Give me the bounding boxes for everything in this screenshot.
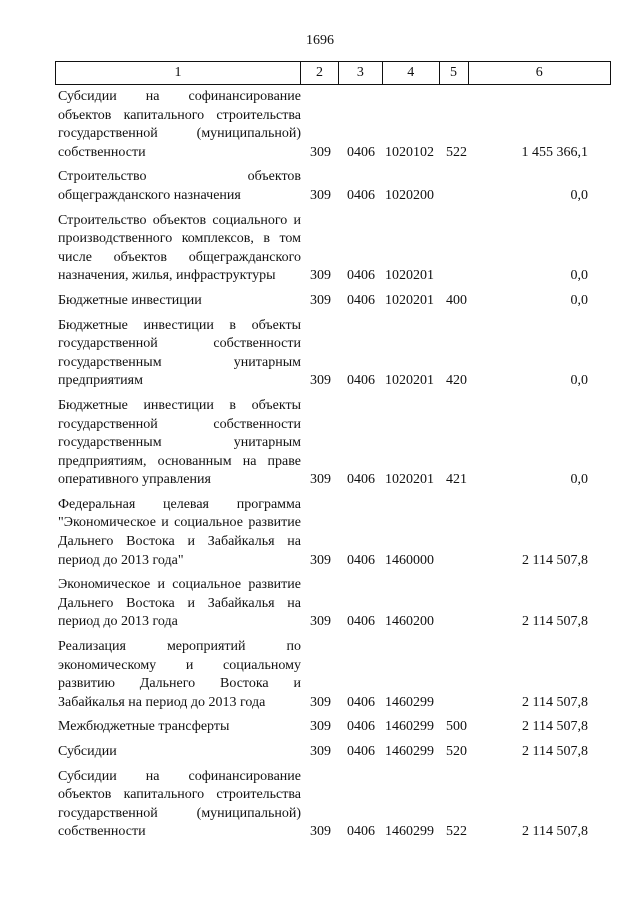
row-col-6: 1 455 366,1: [521, 144, 588, 160]
row-col-2: 309: [310, 268, 331, 284]
row-description: Реализация мероприятий по экономическому и социальному развитию Дальнего Востока и Забайкалья на период до 2013 года: [58, 639, 301, 710]
header-col-5: 5: [440, 62, 469, 84]
header-col-3: 3: [339, 62, 383, 84]
table-body: [58, 88, 588, 842]
table-row: [58, 576, 588, 632]
row-col-4: 1020201: [385, 268, 434, 284]
row-col-5: 500: [446, 719, 467, 735]
row-col-6: 2 114 507,8: [522, 744, 588, 759]
row-col-5: 400: [446, 292, 467, 308]
table-row: [58, 88, 588, 162]
row-col-6: 2 114 507,8: [522, 694, 588, 710]
row-col-4: 1020201: [385, 472, 434, 488]
row-col-3: 0406: [347, 292, 375, 308]
row-col-6: 2 114 507,8: [522, 719, 588, 735]
row-description: Экономическое и социальное развитие Дальнего Востока и Забайкалья на период до 2013 года: [58, 577, 301, 630]
row-description: Бюджетные инвестиции: [58, 292, 202, 308]
row-description: Бюджетные инвестиции в объекты государственной собственности государственным унитарным предприятиям: [58, 317, 301, 389]
header-col-2: 2: [301, 62, 339, 84]
row-col-2: 309: [310, 614, 331, 630]
row-col-6: 2 114 507,8: [522, 824, 588, 840]
table-row: [58, 743, 588, 762]
row-col-6: 0,0: [570, 472, 588, 488]
row-col-2: 309: [310, 824, 331, 840]
row-description: Строительство объектов общегражданского назначения: [58, 169, 301, 203]
row-col-2: 309: [310, 187, 331, 203]
row-col-4: 1020201: [385, 373, 434, 389]
row-col-3: 0406: [347, 373, 375, 389]
row-description: Бюджетные инвестиции в объекты государственной собственности государственным унитарным предприятиям, основанным на праве оперативного управления: [58, 397, 301, 488]
row-col-2: 309: [310, 373, 331, 389]
row-col-4: 1020102: [385, 144, 434, 160]
table-row: [58, 768, 588, 842]
header-col-1: 1: [56, 62, 301, 84]
row-description: Субсидии на софинансирование объектов капитального строительства государственной (муниципальной) собственности: [58, 768, 301, 840]
table-row: [58, 292, 588, 311]
row-col-6: 2 114 507,8: [522, 552, 588, 568]
row-col-5: 522: [446, 824, 467, 840]
row-col-3: 0406: [347, 614, 375, 630]
row-col-4: 1460299: [385, 694, 434, 710]
table-header: [55, 61, 611, 85]
table-row: [58, 168, 588, 205]
row-col-2: 309: [310, 292, 331, 308]
row-col-4: 1460299: [385, 824, 434, 840]
table-row: [58, 496, 588, 570]
row-col-3: 0406: [347, 268, 375, 284]
table-row: [58, 317, 588, 391]
row-description: Федеральная целевая программа "Экономическое и социальное развитие Дальнего Востока и Забайкалья на период до 2013 года": [58, 496, 301, 568]
row-col-3: 0406: [347, 552, 375, 568]
row-description: Субсидии: [58, 744, 117, 759]
row-col-2: 309: [310, 719, 331, 735]
row-col-5: 520: [446, 744, 467, 759]
row-col-4: 1460299: [385, 719, 434, 735]
row-col-6: 0,0: [570, 268, 588, 284]
row-col-4: 1020201: [385, 292, 434, 308]
row-col-4: 1460299: [385, 744, 434, 759]
row-col-6: 2 114 507,8: [522, 614, 588, 630]
row-col-5: 421: [446, 472, 467, 488]
table-row: [58, 212, 588, 286]
row-col-2: 309: [310, 472, 331, 488]
row-col-4: 1460200: [385, 614, 434, 630]
table-row: [58, 638, 588, 712]
row-col-4: 1020200: [385, 187, 434, 203]
row-col-5: 522: [446, 144, 467, 160]
row-col-3: 0406: [347, 744, 375, 759]
page-number: 1696: [306, 33, 334, 48]
row-col-3: 0406: [347, 472, 375, 488]
row-col-3: 0406: [347, 144, 375, 160]
row-col-3: 0406: [347, 187, 375, 203]
row-description: Субсидии на софинансирование объектов капитального строительства государственной (муниципальной) собственности: [58, 89, 301, 160]
row-col-2: 309: [310, 144, 331, 160]
row-col-6: 0,0: [570, 292, 588, 308]
row-col-3: 0406: [347, 719, 375, 735]
row-col-5: 420: [446, 373, 467, 389]
row-description: Строительство объектов социального и производственного комплексов, в том числе объектов общегражданского назначения, жилья, инфраструктуры: [58, 212, 301, 284]
row-description: Межбюджетные трансферты: [58, 719, 230, 735]
row-col-3: 0406: [347, 824, 375, 840]
header-col-4: 4: [383, 62, 440, 84]
row-col-2: 309: [310, 552, 331, 568]
header-col-6: 6: [535, 65, 543, 80]
row-col-2: 309: [310, 744, 331, 759]
row-col-2: 309: [310, 694, 331, 710]
row-col-4: 1460000: [385, 552, 434, 568]
table-row: [58, 397, 588, 490]
row-col-6: 0,0: [570, 373, 588, 389]
row-col-6: 0,0: [570, 187, 588, 203]
table-row: [58, 718, 588, 737]
row-col-3: 0406: [347, 694, 375, 710]
